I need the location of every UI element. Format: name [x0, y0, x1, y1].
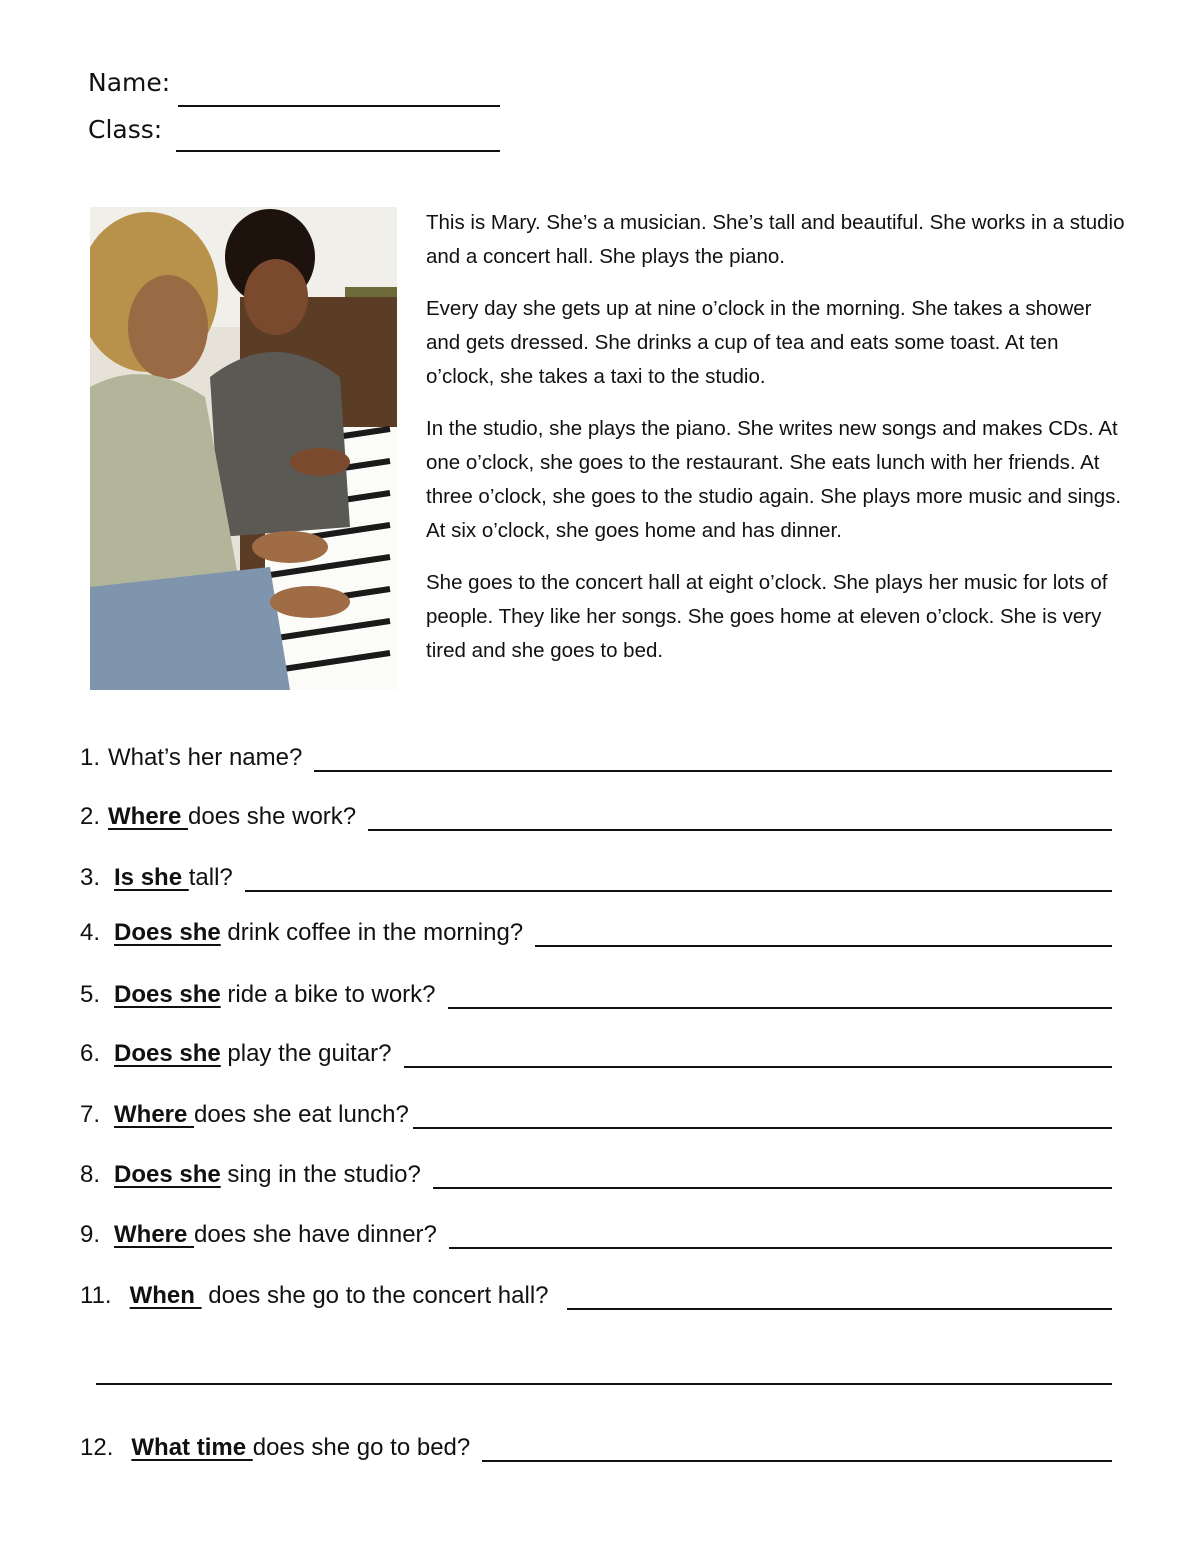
question-1 — [80, 744, 1112, 772]
question-number: 9. — [80, 1221, 101, 1248]
answer-line[interactable] — [413, 1109, 1112, 1129]
question-2 — [80, 803, 1112, 831]
question-8 — [80, 1161, 1112, 1189]
question-number: 3. — [80, 864, 101, 891]
class-label: Class: — [88, 115, 163, 144]
question-number: 5. — [80, 981, 101, 1008]
question-number: 12. — [80, 1434, 114, 1461]
story-paragraph-4: She goes to the concert hall at eight o’clock. She plays her music for lots of people. They like her songs. She goes home at eleven o’clock. She is very tired and she goes to bed. — [426, 571, 1108, 662]
question-6 — [80, 1040, 1112, 1068]
question-11 — [80, 1282, 1112, 1310]
name-label: Name: — [88, 68, 171, 97]
answer-line[interactable] — [404, 1048, 1112, 1068]
question-keyword: Is she — [114, 864, 189, 891]
question-keyword: Does she — [114, 1161, 221, 1188]
question-text: does she work? — [188, 803, 357, 830]
answer-line[interactable] — [245, 872, 1112, 892]
question-number: 7. — [80, 1101, 101, 1128]
story-paragraph-1: This is Mary. She’s a musician. She’s tall and beautiful. She works in a studio and a concert hall. She plays the piano. — [426, 211, 1125, 268]
question-text: sing in the studio? — [220, 1161, 421, 1188]
answer-line[interactable] — [448, 989, 1112, 1009]
question-text: What’s her name? — [108, 744, 303, 771]
question-7 — [80, 1101, 1112, 1129]
answer-line[interactable] — [482, 1442, 1112, 1462]
question-keyword: When — [129, 1282, 202, 1309]
answer-line-continuation[interactable] — [96, 1383, 1112, 1385]
photo-musicians-piano — [90, 207, 397, 690]
question-9 — [80, 1221, 1112, 1249]
question-text: ride a bike to work? — [220, 981, 436, 1008]
question-5 — [80, 981, 1112, 1009]
question-keyword: Where — [114, 1221, 195, 1248]
question-keyword: What time — [131, 1434, 253, 1461]
question-keyword: Does she — [114, 981, 221, 1008]
question-text: tall? — [188, 864, 233, 891]
question-text: does she go to the concert hall? — [201, 1282, 549, 1309]
question-number: 1. — [80, 744, 101, 771]
question-3 — [80, 864, 1112, 892]
question-text: does she eat lunch? — [194, 1101, 409, 1128]
question-keyword: Does she — [114, 919, 221, 946]
question-text: does she go to bed? — [252, 1434, 471, 1461]
question-text: play the guitar? — [220, 1040, 392, 1067]
question-text: drink coffee in the morning? — [220, 919, 524, 946]
question-text: does she have dinner? — [194, 1221, 437, 1248]
answer-line[interactable] — [535, 927, 1112, 947]
story-text — [426, 206, 1126, 686]
question-number: 2. — [80, 803, 101, 830]
answer-line[interactable] — [567, 1290, 1113, 1310]
answer-line[interactable] — [449, 1229, 1112, 1249]
question-keyword: Where — [108, 803, 189, 830]
class-field-line[interactable] — [176, 150, 500, 152]
question-number: 4. — [80, 919, 101, 946]
question-keyword: Where — [114, 1101, 195, 1128]
question-12 — [80, 1434, 1112, 1462]
question-number: 6. — [80, 1040, 101, 1067]
question-number: 8. — [80, 1161, 101, 1188]
name-field-line[interactable] — [178, 105, 500, 107]
answer-line[interactable] — [433, 1169, 1112, 1189]
story-paragraph-2: Every day she gets up at nine o’clock in the morning. She takes a shower and gets dressed. She drinks a cup of tea and eats some toast. At ten o’clock, she takes a taxi to the studio. — [426, 297, 1092, 388]
question-number: 11. — [80, 1282, 112, 1309]
story-paragraph-3: In the studio, she plays the piano. She writes new songs and makes CDs. At one o’clock, she goes to the restaurant. She eats lunch with her friends. At three o’clock, she goes to the studio again. She plays more music and sings. At six o’clock, she goes home and has dinner. — [426, 417, 1122, 542]
question-4 — [80, 919, 1112, 947]
question-keyword: Does she — [114, 1040, 221, 1067]
answer-line[interactable] — [368, 811, 1112, 831]
answer-line[interactable] — [314, 752, 1112, 772]
